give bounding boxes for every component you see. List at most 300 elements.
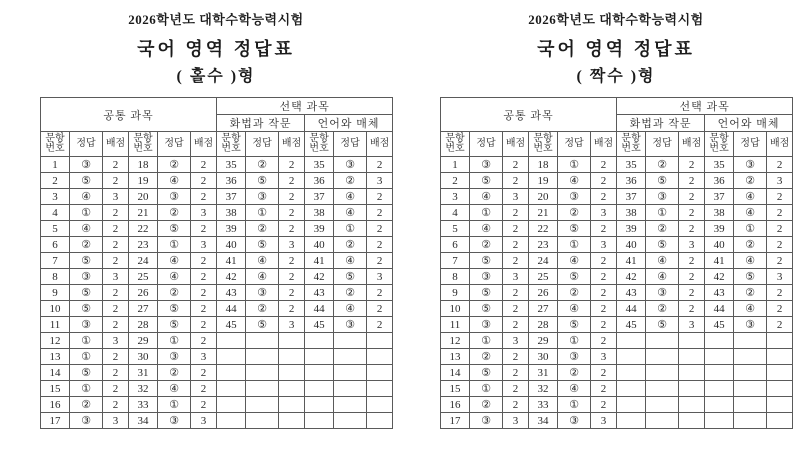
points-cell: 2	[503, 381, 529, 397]
answer-choice-cell: ①	[246, 205, 279, 221]
question-number-cell: 13	[41, 349, 70, 365]
points-cell: 2	[367, 301, 393, 317]
question-number-cell: 8	[441, 269, 470, 285]
question-number-cell: 39	[705, 221, 734, 237]
answer-choice-cell: ②	[334, 173, 367, 189]
question-number-cell: 39	[305, 221, 334, 237]
empty-cell	[367, 349, 393, 365]
answer-choice-cell: ②	[646, 157, 679, 173]
answer-choice-cell: ③	[734, 157, 767, 173]
points-cell: 2	[679, 205, 705, 221]
points-cell: 2	[367, 317, 393, 333]
empty-cell	[305, 349, 334, 365]
answer-choice-cell: ①	[158, 333, 191, 349]
question-number-header	[441, 132, 470, 157]
question-number-cell: 32	[129, 381, 158, 397]
answer-choice-cell: ②	[470, 397, 503, 413]
points-cell: 2	[191, 221, 217, 237]
question-number-cell: 16	[41, 397, 70, 413]
empty-cell	[334, 397, 367, 413]
points-cell: 2	[591, 285, 617, 301]
points-cell: 2	[367, 221, 393, 237]
points-cell: 3	[591, 237, 617, 253]
points-cell: 2	[503, 301, 529, 317]
question-number-header-line1: 문항	[309, 133, 329, 144]
question-number-header-line2: 번호	[133, 143, 153, 154]
answer-choice-cell: ⑤	[70, 301, 103, 317]
points-cell: 2	[591, 221, 617, 237]
question-number-header-line2: 번호	[709, 143, 729, 154]
answer-choice-cell: ①	[646, 205, 679, 221]
question-number-cell: 41	[617, 253, 646, 269]
question-number-cell: 41	[217, 253, 246, 269]
points-cell: 3	[503, 189, 529, 205]
question-number-cell: 45	[705, 317, 734, 333]
points-cell: 2	[503, 349, 529, 365]
question-number-cell: 43	[217, 285, 246, 301]
empty-cell	[367, 397, 393, 413]
points-cell: 2	[591, 333, 617, 349]
answer-choice-cell: ②	[470, 237, 503, 253]
answer-choice-cell: ⑤	[470, 285, 503, 301]
points-cell: 2	[279, 189, 305, 205]
empty-cell	[767, 413, 793, 429]
question-number-header-line2: 번호	[309, 143, 329, 154]
question-number-cell: 16	[441, 397, 470, 413]
answer-row	[441, 205, 793, 221]
question-number-header-line2: 번호	[533, 143, 553, 154]
answer-row	[441, 173, 793, 189]
points-cell: 3	[103, 269, 129, 285]
question-number-cell: 40	[217, 237, 246, 253]
empty-cell	[217, 381, 246, 397]
question-number-cell: 19	[529, 173, 558, 189]
question-number-cell: 37	[305, 189, 334, 205]
question-number-cell: 43	[617, 285, 646, 301]
points-cell: 2	[679, 173, 705, 189]
question-number-cell: 41	[305, 253, 334, 269]
question-number-cell: 42	[705, 269, 734, 285]
answer-choice-cell: ④	[158, 269, 191, 285]
answer-table-odd	[40, 97, 393, 429]
answer-choice-cell: ②	[558, 285, 591, 301]
points-cell: 2	[279, 205, 305, 221]
answer-choice-cell: ⑤	[470, 253, 503, 269]
answer-choice-cell: ②	[558, 205, 591, 221]
question-number-cell: 35	[617, 157, 646, 173]
points-cell: 2	[191, 269, 217, 285]
answer-row	[441, 301, 793, 317]
points-cell: 3	[767, 269, 793, 285]
points-cell: 2	[591, 253, 617, 269]
answer-choice-cell: ⑤	[70, 253, 103, 269]
empty-cell	[646, 413, 679, 429]
points-cell: 2	[767, 157, 793, 173]
question-number-cell: 28	[529, 317, 558, 333]
question-number-header	[129, 132, 158, 157]
question-number-cell: 34	[529, 413, 558, 429]
answer-choice-cell: ③	[246, 285, 279, 301]
points-cell: 2	[367, 157, 393, 173]
answer-choice-cell: ④	[158, 381, 191, 397]
question-number-header-line2: 번호	[445, 143, 465, 154]
question-number-cell: 33	[129, 397, 158, 413]
points-cell: 2	[767, 301, 793, 317]
answer-choice-cell: ②	[246, 157, 279, 173]
question-number-cell: 24	[129, 253, 158, 269]
points-cell: 2	[591, 173, 617, 189]
question-number-cell: 6	[441, 237, 470, 253]
question-number-cell: 38	[705, 205, 734, 221]
answer-choice-cell: ④	[334, 253, 367, 269]
points-cell: 3	[591, 205, 617, 221]
answer-choice-cell: ①	[158, 237, 191, 253]
empty-cell	[279, 365, 305, 381]
points-cell: 2	[279, 221, 305, 237]
answer-choice-cell: ④	[470, 221, 503, 237]
points-cell: 2	[279, 157, 305, 173]
question-number-cell: 24	[529, 253, 558, 269]
answer-header: 정답	[558, 132, 591, 157]
answer-choice-cell: ②	[158, 365, 191, 381]
answer-choice-cell: ④	[246, 253, 279, 269]
answer-choice-cell: ⑤	[246, 317, 279, 333]
question-number-cell: 37	[705, 189, 734, 205]
elective-sub1-header: 화법과 작문	[217, 115, 305, 132]
points-cell: 2	[191, 301, 217, 317]
answer-row	[441, 285, 793, 301]
answer-row	[441, 333, 793, 349]
empty-cell	[679, 333, 705, 349]
question-number-cell: 25	[529, 269, 558, 285]
empty-cell	[646, 333, 679, 349]
answer-table-even	[440, 97, 793, 429]
points-cell: 2	[503, 157, 529, 173]
answer-choice-cell: ④	[734, 253, 767, 269]
question-number-cell: 31	[129, 365, 158, 381]
question-number-cell: 44	[217, 301, 246, 317]
question-number-cell: 30	[129, 349, 158, 365]
answer-choice-cell: ⑤	[70, 285, 103, 301]
points-cell: 2	[679, 285, 705, 301]
question-number-cell: 14	[441, 365, 470, 381]
answer-choice-cell: ③	[70, 413, 103, 429]
empty-cell	[367, 381, 393, 397]
points-header: 배점	[103, 132, 129, 157]
answer-choice-cell: ②	[646, 221, 679, 237]
points-header: 배점	[679, 132, 705, 157]
points-cell: 2	[103, 157, 129, 173]
points-cell: 2	[279, 301, 305, 317]
empty-cell	[617, 333, 646, 349]
question-number-cell: 20	[529, 189, 558, 205]
answer-panel-even	[400, 0, 800, 449]
points-cell: 2	[191, 381, 217, 397]
question-number-cell: 22	[529, 221, 558, 237]
question-number-cell: 14	[41, 365, 70, 381]
points-cell: 3	[103, 333, 129, 349]
empty-cell	[246, 365, 279, 381]
question-number-cell: 8	[41, 269, 70, 285]
empty-cell	[305, 397, 334, 413]
empty-cell	[279, 413, 305, 429]
points-cell: 2	[367, 205, 393, 221]
question-number-header-line1: 문항	[221, 133, 241, 144]
empty-cell	[679, 349, 705, 365]
answer-choice-cell: ④	[734, 301, 767, 317]
answer-row	[441, 381, 793, 397]
question-number-cell: 21	[129, 205, 158, 221]
points-header: 배점	[591, 132, 617, 157]
subject-title: 국어 영역 정답표	[137, 39, 295, 59]
empty-cell	[734, 349, 767, 365]
points-cell: 2	[103, 301, 129, 317]
question-number-cell: 39	[217, 221, 246, 237]
question-number-cell: 36	[305, 173, 334, 189]
points-cell: 2	[279, 269, 305, 285]
question-number-cell: 36	[705, 173, 734, 189]
points-header: 배점	[191, 132, 217, 157]
empty-cell	[617, 365, 646, 381]
question-number-cell: 9	[41, 285, 70, 301]
answer-choice-cell: ③	[558, 189, 591, 205]
answer-choice-cell: ③	[334, 157, 367, 173]
points-cell: 2	[367, 285, 393, 301]
points-cell: 2	[103, 317, 129, 333]
question-number-header-line1: 문항	[133, 133, 153, 144]
empty-cell	[305, 365, 334, 381]
question-number-cell: 28	[129, 317, 158, 333]
empty-cell	[734, 397, 767, 413]
answer-row	[41, 253, 393, 269]
answer-choice-cell: ②	[734, 237, 767, 253]
empty-cell	[734, 333, 767, 349]
question-number-cell: 4	[41, 205, 70, 221]
elective-subject-header: 선택 과목	[217, 98, 393, 115]
empty-cell	[334, 365, 367, 381]
points-cell: 2	[191, 157, 217, 173]
question-number-cell: 18	[129, 157, 158, 173]
answer-row	[441, 221, 793, 237]
subject-group-row	[441, 98, 793, 115]
points-cell: 3	[367, 173, 393, 189]
points-cell: 2	[191, 189, 217, 205]
empty-cell	[734, 381, 767, 397]
question-number-cell: 44	[617, 301, 646, 317]
elective-sub1-header: 화법과 작문	[617, 115, 705, 132]
answer-choice-cell: ①	[70, 333, 103, 349]
empty-cell	[617, 381, 646, 397]
question-number-cell: 37	[217, 189, 246, 205]
empty-cell	[279, 349, 305, 365]
points-cell: 2	[679, 301, 705, 317]
empty-cell	[705, 333, 734, 349]
answer-choice-cell: ①	[558, 397, 591, 413]
empty-cell	[334, 349, 367, 365]
type-label-odd: ( 홀수 )형	[176, 68, 256, 85]
question-number-header-line2: 번호	[45, 143, 65, 154]
points-header: 배점	[503, 132, 529, 157]
answer-choice-cell: ①	[470, 205, 503, 221]
question-number-cell: 31	[529, 365, 558, 381]
answer-header: 정답	[158, 132, 191, 157]
question-number-cell: 27	[529, 301, 558, 317]
question-number-cell: 42	[217, 269, 246, 285]
empty-cell	[334, 333, 367, 349]
question-number-cell: 12	[441, 333, 470, 349]
answer-choice-cell: ②	[734, 173, 767, 189]
question-number-cell: 5	[41, 221, 70, 237]
answer-choice-cell: ⑤	[70, 173, 103, 189]
points-cell: 3	[591, 349, 617, 365]
empty-cell	[679, 397, 705, 413]
question-number-header-line2: 번호	[621, 143, 641, 154]
question-number-cell: 29	[129, 333, 158, 349]
answer-row	[441, 413, 793, 429]
question-number-header	[617, 132, 646, 157]
question-number-cell: 10	[41, 301, 70, 317]
points-cell: 2	[103, 365, 129, 381]
answer-choice-cell: ②	[470, 349, 503, 365]
answer-choice-cell: ①	[70, 349, 103, 365]
answer-choice-cell: ③	[158, 413, 191, 429]
points-cell: 2	[191, 173, 217, 189]
question-number-cell: 2	[41, 173, 70, 189]
answer-choice-cell: ④	[646, 269, 679, 285]
empty-cell	[646, 397, 679, 413]
answer-row	[41, 413, 393, 429]
question-number-header	[41, 132, 70, 157]
empty-cell	[305, 381, 334, 397]
answer-row	[41, 301, 393, 317]
question-number-cell: 7	[441, 253, 470, 269]
points-cell: 2	[279, 173, 305, 189]
empty-cell	[679, 381, 705, 397]
answer-header: 정답	[470, 132, 503, 157]
question-number-cell: 30	[529, 349, 558, 365]
answer-choice-cell: ④	[70, 189, 103, 205]
points-cell: 2	[191, 317, 217, 333]
answer-choice-cell: ⑤	[158, 317, 191, 333]
points-cell: 2	[367, 189, 393, 205]
question-number-cell: 43	[705, 285, 734, 301]
question-number-cell: 39	[617, 221, 646, 237]
question-number-cell: 32	[529, 381, 558, 397]
question-number-header	[305, 132, 334, 157]
question-number-cell: 45	[217, 317, 246, 333]
empty-cell	[646, 365, 679, 381]
question-number-cell: 42	[617, 269, 646, 285]
question-number-cell: 44	[305, 301, 334, 317]
points-cell: 2	[279, 253, 305, 269]
points-cell: 2	[103, 237, 129, 253]
points-cell: 2	[503, 173, 529, 189]
question-number-header-line1: 문항	[445, 133, 465, 144]
points-cell: 2	[679, 221, 705, 237]
points-cell: 2	[103, 173, 129, 189]
answer-choice-cell: ⑤	[246, 237, 279, 253]
answer-choice-cell: ⑤	[558, 221, 591, 237]
empty-cell	[217, 413, 246, 429]
question-number-cell: 38	[305, 205, 334, 221]
question-number-cell: 26	[529, 285, 558, 301]
answer-table-body	[41, 157, 393, 429]
answer-header: 정답	[70, 132, 103, 157]
empty-cell	[279, 397, 305, 413]
question-number-cell: 27	[129, 301, 158, 317]
answer-choice-cell: ④	[734, 189, 767, 205]
points-cell: 3	[591, 413, 617, 429]
answer-choice-cell: ①	[558, 333, 591, 349]
points-cell: 2	[503, 365, 529, 381]
exam-title: 2026학년도 대학수학능력시험	[528, 12, 704, 27]
elective-sub2-header: 언어와 매체	[305, 115, 393, 132]
points-header: 배점	[279, 132, 305, 157]
answer-choice-cell: ④	[158, 253, 191, 269]
points-cell: 2	[591, 381, 617, 397]
answer-choice-cell: ④	[734, 205, 767, 221]
answer-choice-cell: ①	[470, 381, 503, 397]
answer-choice-cell: ④	[558, 301, 591, 317]
answer-row	[441, 269, 793, 285]
points-cell: 2	[503, 205, 529, 221]
question-number-cell: 19	[129, 173, 158, 189]
answer-row	[41, 269, 393, 285]
question-number-cell: 45	[617, 317, 646, 333]
answer-choice-cell: ⑤	[470, 365, 503, 381]
empty-cell	[705, 381, 734, 397]
answer-choice-cell: ③	[558, 349, 591, 365]
exam-title: 2026학년도 대학수학능력시험	[128, 12, 304, 27]
points-cell: 3	[679, 237, 705, 253]
points-cell: 2	[503, 397, 529, 413]
answer-choice-cell: ①	[70, 381, 103, 397]
elective-sub2-header: 언어와 매체	[705, 115, 793, 132]
answer-row	[41, 317, 393, 333]
answer-choice-cell: ③	[70, 269, 103, 285]
answer-choice-cell: ②	[334, 285, 367, 301]
points-cell: 2	[103, 285, 129, 301]
answer-choice-cell: ③	[158, 189, 191, 205]
answer-row	[441, 317, 793, 333]
question-number-header-line2: 번호	[221, 143, 241, 154]
empty-cell	[646, 349, 679, 365]
points-cell: 2	[591, 189, 617, 205]
question-number-cell: 15	[441, 381, 470, 397]
type-label-even: ( 짝수 )형	[576, 68, 656, 85]
column-header-row	[41, 132, 393, 157]
question-number-cell: 13	[441, 349, 470, 365]
empty-cell	[367, 333, 393, 349]
answer-choice-cell: ③	[158, 349, 191, 365]
question-number-cell: 3	[441, 189, 470, 205]
points-cell: 3	[279, 317, 305, 333]
points-cell: 2	[767, 317, 793, 333]
empty-cell	[246, 413, 279, 429]
question-number-cell: 36	[217, 173, 246, 189]
question-number-cell: 7	[41, 253, 70, 269]
question-number-header-line1: 문항	[709, 133, 729, 144]
answer-choice-cell: ③	[646, 189, 679, 205]
common-subject-header: 공통 과목	[441, 98, 617, 132]
points-cell: 2	[767, 221, 793, 237]
points-cell: 2	[503, 253, 529, 269]
answer-choice-cell: ⑤	[646, 317, 679, 333]
answer-row	[41, 189, 393, 205]
empty-cell	[617, 397, 646, 413]
answer-row	[441, 157, 793, 173]
column-header-row	[441, 132, 793, 157]
